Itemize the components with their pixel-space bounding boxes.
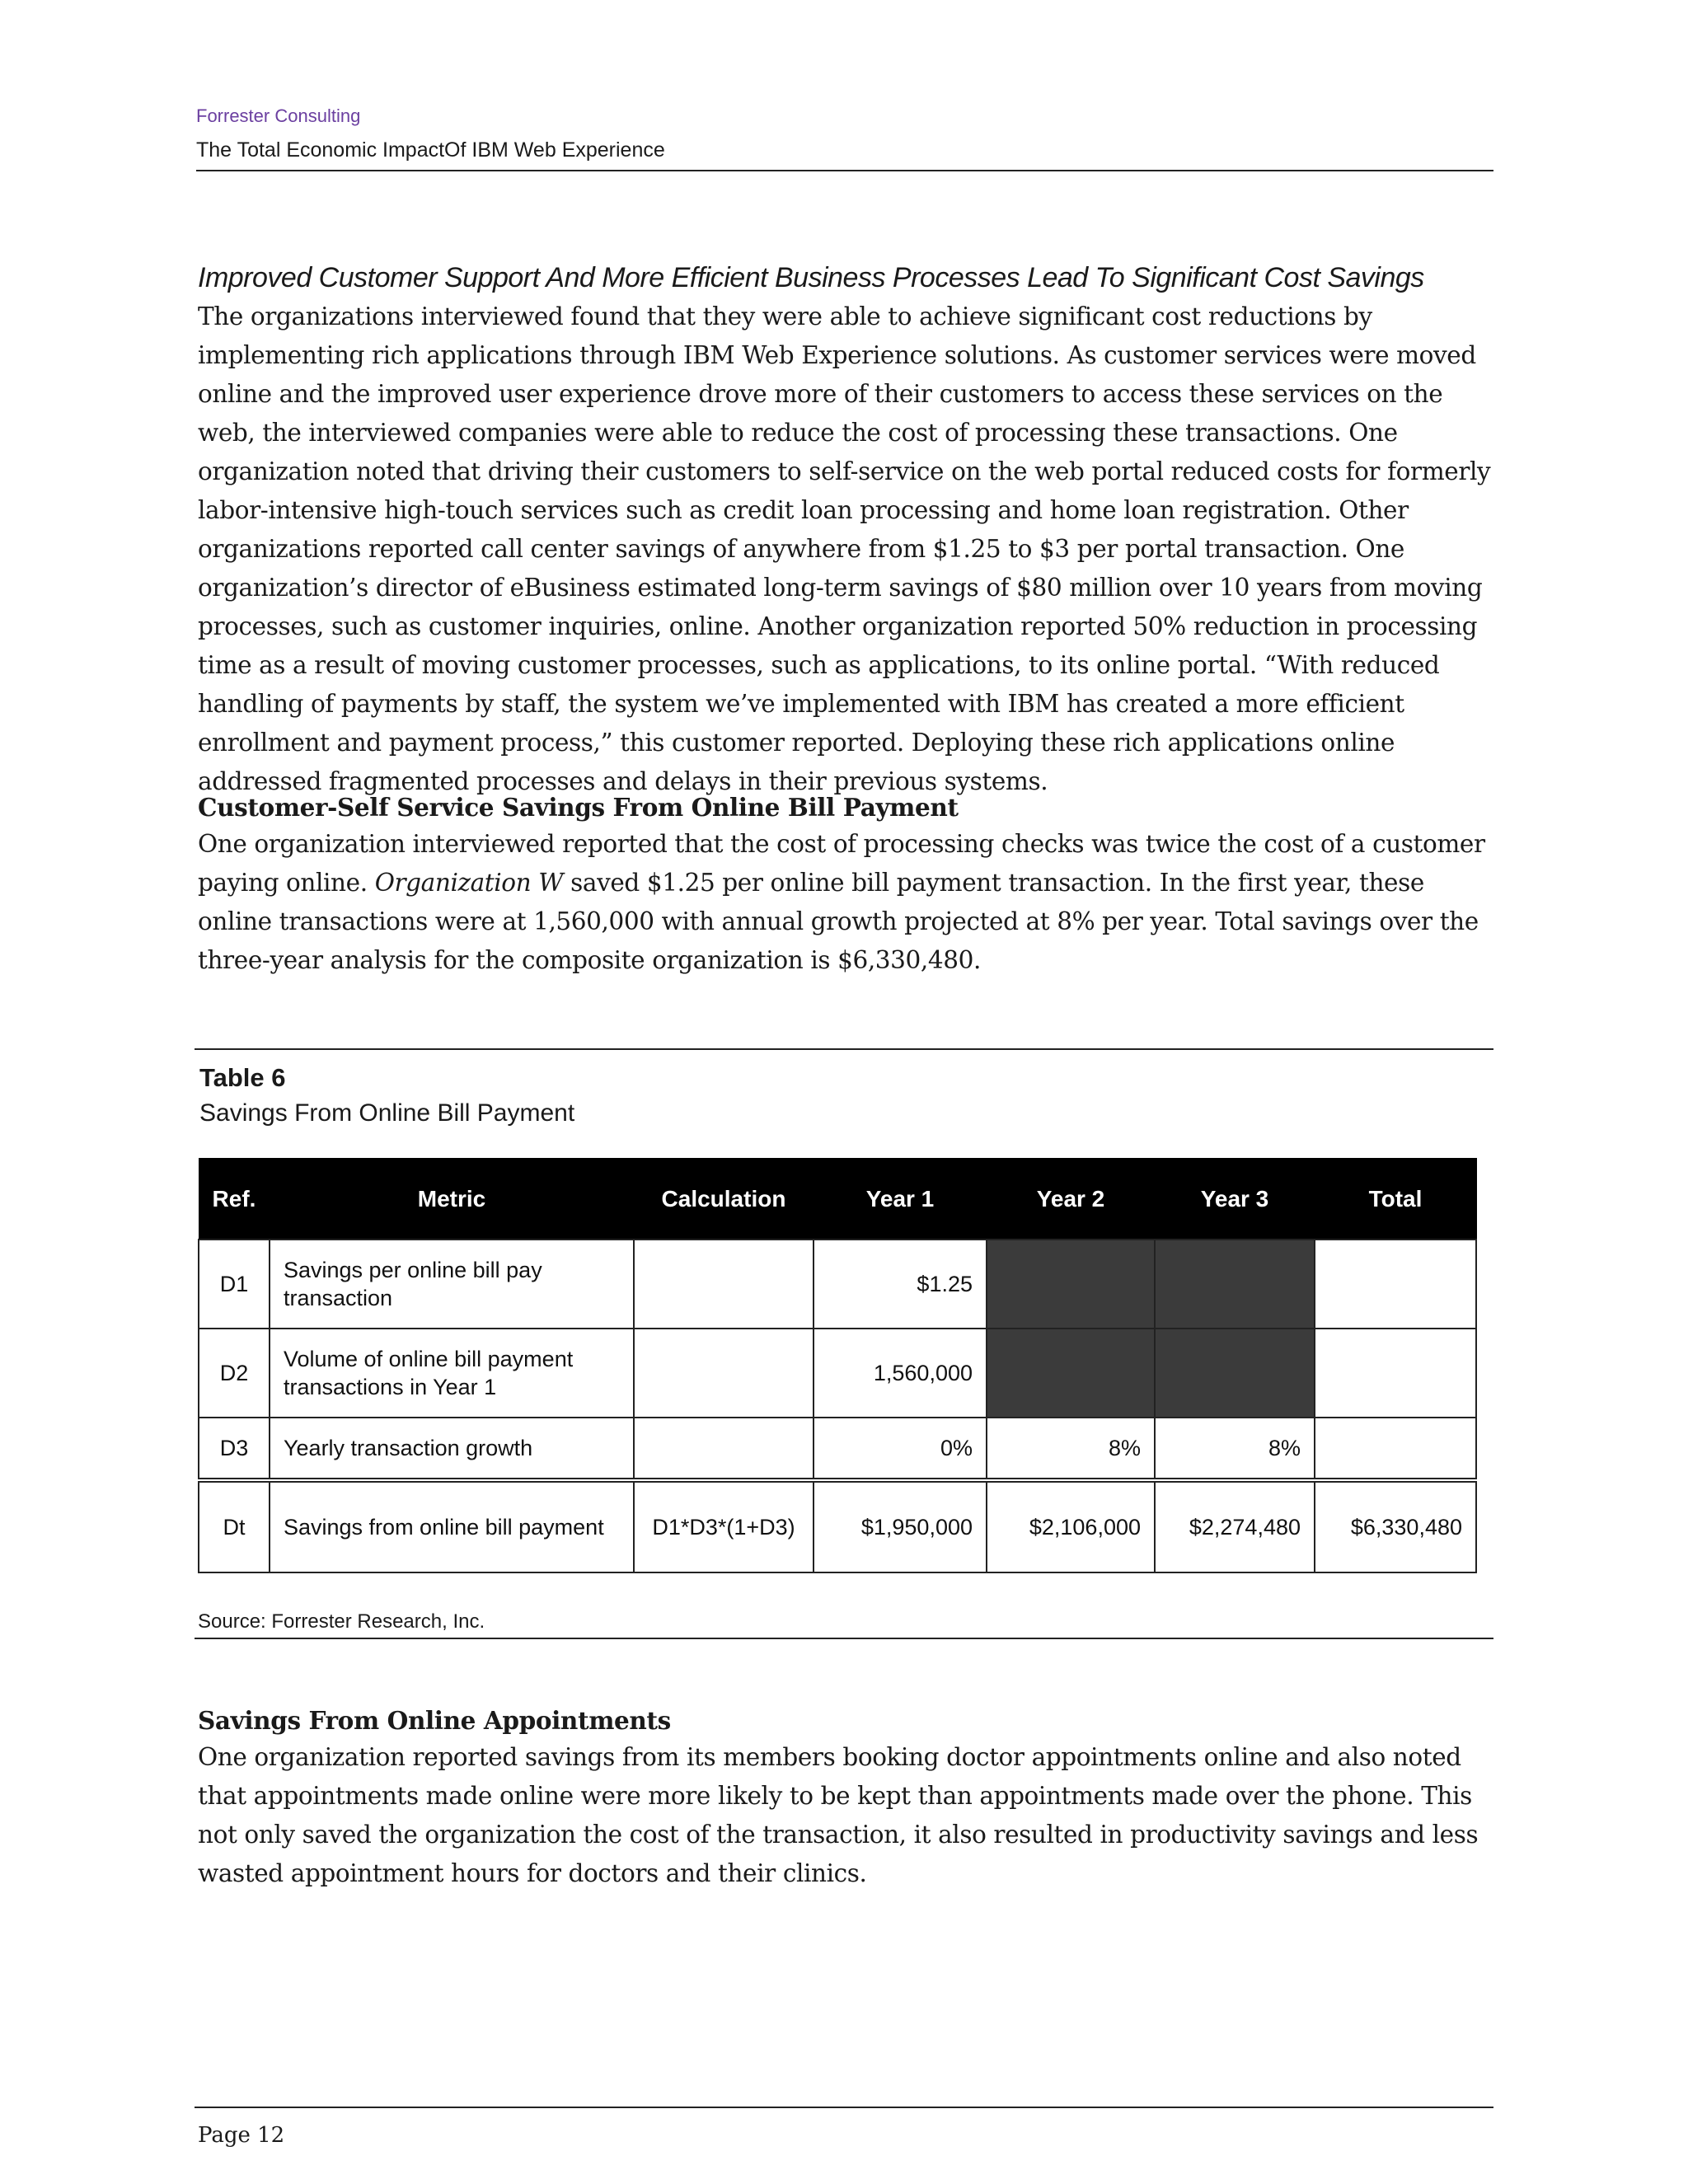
header-divider	[196, 170, 1493, 171]
section-paragraph: One organization reported savings from its members booking doctor appointments online and also noted that appointments made online were more likely to be kept than appointments made over the phone. This not only saved the organization the cost of the transaction, it also resulted in productivity savings and less wasted appointment hours for doctors and their clinics.	[198, 1743, 1479, 1887]
paragraph-text: One organization interviewed reported that the cost of processing checks was twice the cost of a customer paying online.	[198, 830, 1485, 897]
cell-metric: Savings from online bill payment	[270, 1480, 634, 1572]
column-header-total: Total	[1315, 1159, 1476, 1240]
cell-year2: 8%	[987, 1418, 1155, 1480]
cell-metric: Savings per online bill pay transaction	[270, 1240, 634, 1329]
section-paragraph	[198, 825, 1492, 980]
cell-year3: $2,274,480	[1155, 1480, 1315, 1572]
table-subtitle: Savings From Online Bill Payment	[199, 1099, 575, 1127]
cell-year1: $1,950,000	[814, 1480, 987, 1572]
cell-ref: D2	[199, 1329, 270, 1418]
section-heading: Savings From Online Appointments	[198, 1706, 671, 1735]
column-header-calculation: Calculation	[634, 1159, 814, 1240]
table-label: Table 6	[199, 1063, 286, 1092]
cell-year2	[987, 1329, 1155, 1418]
table-caption	[195, 1048, 1493, 1127]
section-cost-savings	[198, 262, 1492, 801]
paragraph-text: saved $1.25 per online bill payment transaction. In the first year, these online transactions were at 1,560,000 with annual growth projected at 8% per year. Total savings over the three-year analysis for the composite organization is $6,330,480.	[198, 869, 1479, 974]
cell-metric: Volume of online bill payment transactions in Year 1	[270, 1329, 634, 1418]
cell-total	[1315, 1240, 1476, 1329]
column-header-ref: Ref.	[199, 1159, 270, 1240]
document-title: The Total Economic ImpactOf IBM Web Experience	[196, 138, 665, 162]
cell-calculation	[634, 1329, 814, 1418]
cell-calculation	[634, 1240, 814, 1329]
cell-metric: Yearly transaction growth	[270, 1418, 634, 1480]
section-heading: Customer-Self Service Savings From Online Bill Payment	[198, 793, 959, 822]
cell-ref: D1	[199, 1240, 270, 1329]
table-top-divider	[195, 1048, 1493, 1050]
section-paragraph: The organizations interviewed found that they were able to achieve significant cost reductions by implementing rich applications through IBM Web Experience solutions. As customer services were moved online and the improved user experience drove more of their customers to access these services on the web, the interviewed companies were able to reduce the cost of processing these transactions. One organization noted that driving their customers to self-service on the web portal reduced costs for formerly labor-intensive high-touch services such as credit loan processing and home loan registration. Other organizations reported call center savings of anywhere from $1.25 to $3 per portal transaction. One organization’s director of eBusiness estimated long-term savings of $80 million over 10 years from moving processes, such as customer inquiries, online. Another organization reported 50% reduction in processing time as a result of moving customer processes, such as applications, to its online portal. “With reduced handling of payments by staff, the system we’ve implemented with IBM has created a more efficient enrollment and payment process,” this customer reported. Deploying these rich applications online addressed fragmented processes and delays in their previous systems.	[198, 302, 1491, 795]
cell-year3	[1155, 1329, 1315, 1418]
cell-year1: 0%	[814, 1418, 987, 1480]
column-header-year1: Year 1	[814, 1159, 987, 1240]
cell-year2	[987, 1240, 1155, 1329]
cell-total	[1315, 1418, 1476, 1480]
organization-name: Organization W	[374, 869, 564, 897]
section-heading: Improved Customer Support And More Efficient Business Processes Lead To Significant Cost Savings	[198, 262, 1424, 293]
cell-calculation: D1*D3*(1+D3)	[634, 1480, 814, 1572]
cell-year3	[1155, 1240, 1315, 1329]
table-bottom-divider	[195, 1638, 1493, 1639]
cell-total	[1315, 1329, 1476, 1418]
cell-ref: D3	[199, 1418, 270, 1480]
page-number: Page 12	[198, 2123, 285, 2148]
cell-calculation	[634, 1418, 814, 1480]
table-row	[199, 1240, 1476, 1329]
brand-name: Forrester Consulting	[196, 105, 361, 126]
cell-year3: 8%	[1155, 1418, 1315, 1480]
table-row	[199, 1329, 1476, 1418]
section-bill-payment	[198, 793, 1492, 980]
table-total-row	[199, 1480, 1476, 1572]
table-row	[199, 1418, 1476, 1480]
page-header	[196, 105, 1493, 162]
table-source: Source: Forrester Research, Inc.	[198, 1610, 485, 1633]
column-header-year2: Year 2	[987, 1159, 1155, 1240]
savings-table	[198, 1158, 1477, 1573]
cell-year2: $2,106,000	[987, 1480, 1155, 1572]
cell-ref: Dt	[199, 1480, 270, 1572]
cell-total: $6,330,480	[1315, 1480, 1476, 1572]
column-header-year3: Year 3	[1155, 1159, 1315, 1240]
footer-divider	[195, 2107, 1493, 2108]
column-header-metric: Metric	[270, 1159, 634, 1240]
table-header-row	[199, 1159, 1476, 1240]
cell-year1: 1,560,000	[814, 1329, 987, 1418]
cell-year1: $1.25	[814, 1240, 987, 1329]
section-online-appointments	[198, 1706, 1492, 1893]
